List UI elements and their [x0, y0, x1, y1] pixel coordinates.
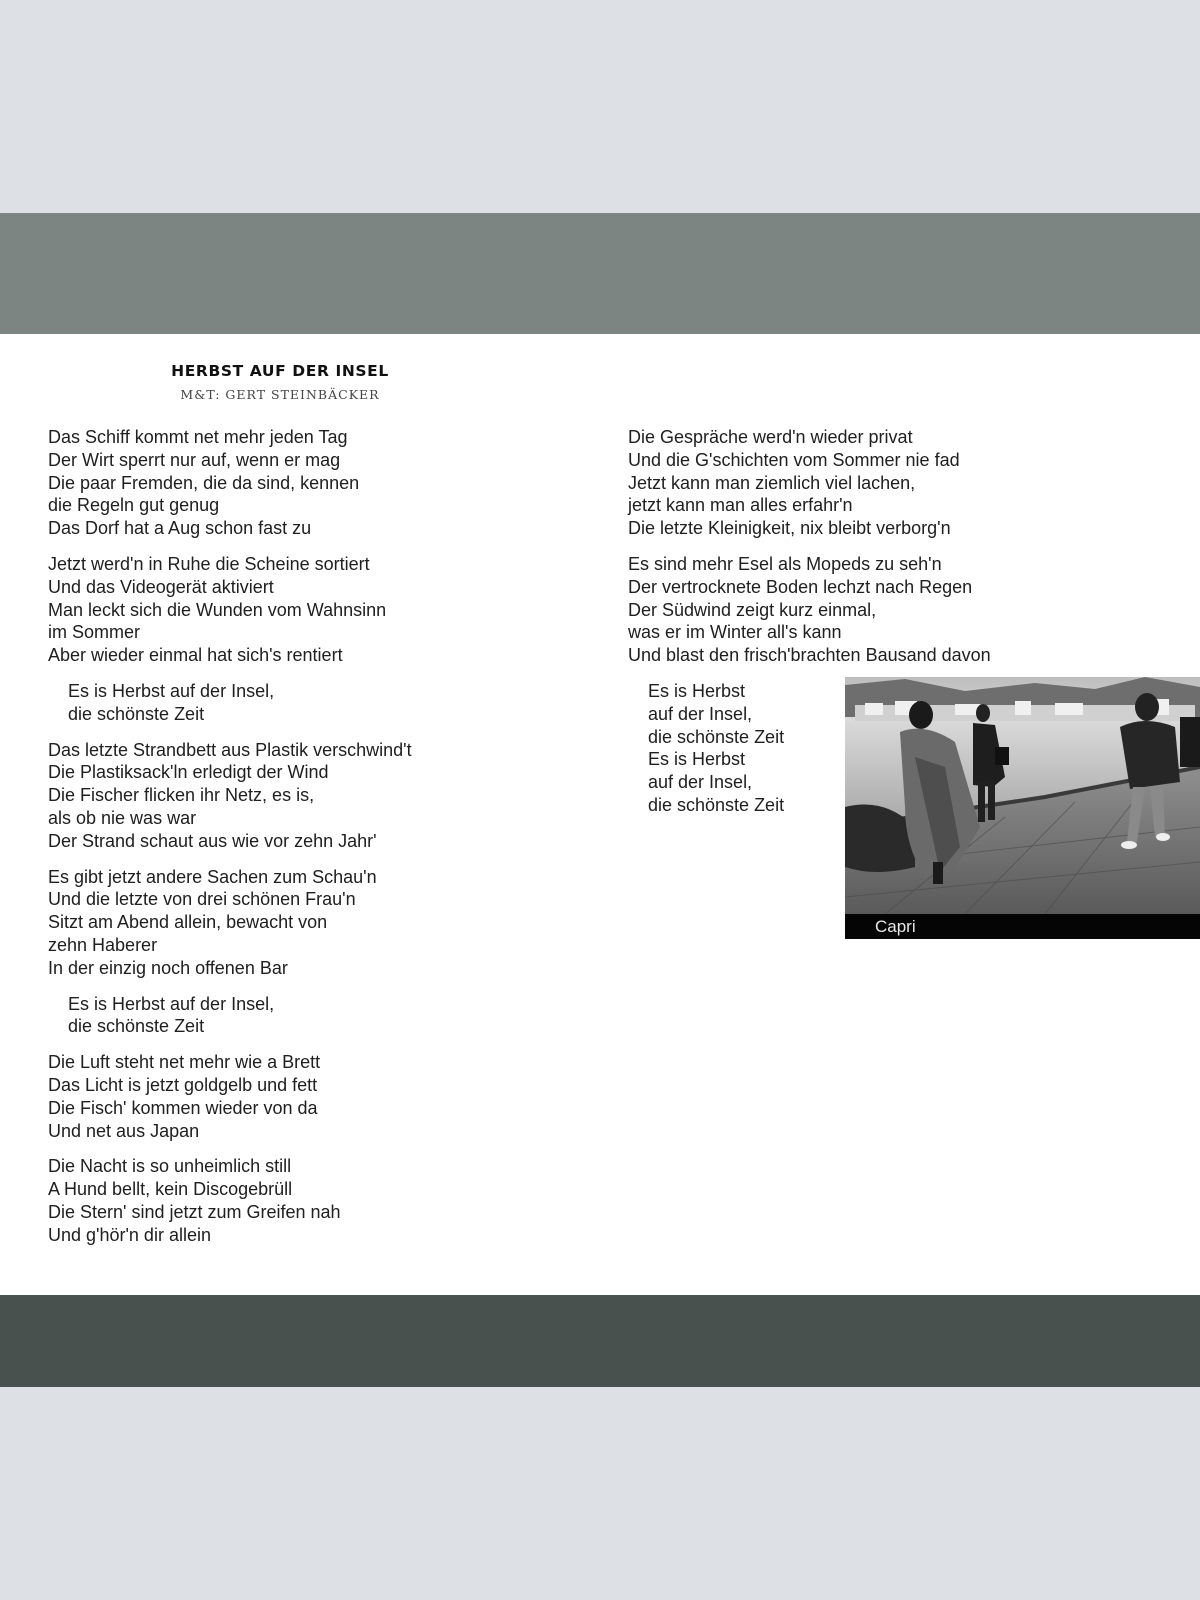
lyric-line: Der Strand schaut aus wie vor zehn Jahr' [48, 830, 377, 851]
lyric-line: Die Fisch' kommen wieder von da [48, 1097, 318, 1118]
bottom-dark-band [0, 1295, 1200, 1387]
lyric-line: Die Gespräche werd'n wieder privat [628, 427, 913, 447]
harbor-photo-image [845, 677, 1200, 914]
lyric-line: Es is Herbst auf der Insel, [68, 680, 275, 701]
lyric-line: In der einzig noch offenen Bar [48, 957, 288, 978]
lyric-line: Der Südwind zeigt kurz einmal, [628, 599, 877, 620]
final-refrain [648, 680, 784, 817]
lyric-line: Und die G'schichten vom Sommer nie fad [628, 449, 960, 470]
song-credit: M&T: GERT STEINBÄCKER [180, 387, 380, 402]
lyric-line: Es is Herbst auf der Insel, [68, 993, 275, 1014]
lyric-line: Die Luft steht net mehr wie a Brett [48, 1052, 321, 1073]
lyric-line: Sitzt am Abend allein, bewacht von [48, 912, 328, 933]
lyric-line: die schönste Zeit [648, 726, 785, 747]
lyric-line: die Regeln gut genug [48, 495, 220, 516]
lyric-line: Es gibt jetzt andere Sachen zum Schau'n [48, 866, 377, 887]
verse-7 [628, 426, 1188, 540]
lyric-line: Das Schiff kommt net mehr jeden Tag [48, 427, 348, 447]
lyric-line: Es is Herbst [648, 681, 746, 701]
lyric-line: Aber wieder einmal hat sich's rentiert [48, 645, 343, 666]
lyric-line: auf der Insel, [648, 703, 753, 724]
lyric-line: als ob nie was war [48, 807, 197, 828]
verse-4 [48, 866, 568, 980]
lyric-line: Und net aus Japan [48, 1120, 200, 1141]
verse-2 [48, 553, 568, 667]
lyric-line: Es sind mehr Esel als Mopeds zu seh'n [628, 553, 942, 574]
lyric-line: Und g'hör'n dir allein [48, 1224, 211, 1245]
lyric-line: Die letzte Kleinigkeit, nix bleibt verborg'n [628, 518, 951, 539]
lyric-line: die schönste Zeit [68, 703, 205, 724]
lyric-line: jetzt kann man alles erfahr'n [628, 495, 853, 516]
lyric-line: Die paar Fremden, die da sind, kennen [48, 472, 360, 493]
lyric-line: Der Wirt sperrt nur auf, wenn er mag [48, 449, 341, 470]
refrain-1 [48, 680, 568, 726]
verse-3 [48, 739, 568, 853]
verse-8 [628, 553, 1188, 667]
verse-1 [48, 426, 568, 540]
lyrics-right-column [628, 426, 1188, 680]
refrain-2 [48, 993, 568, 1039]
lyric-line: A Hund bellt, kein Discogebrüll [48, 1179, 293, 1200]
lyrics-left-column [48, 426, 568, 1260]
lyric-line: Das Licht is jetzt goldgelb und fett [48, 1074, 318, 1095]
lyric-line: Die Fischer flicken ihr Netz, es is, [48, 785, 315, 806]
song-title: HERBST AUF DER INSEL [171, 362, 389, 380]
lyric-line: Und das Videogerät aktiviert [48, 576, 274, 597]
lyric-line: Jetzt werd'n in Ruhe die Scheine sortiert [48, 553, 370, 574]
top-gray-band [0, 213, 1200, 334]
lyric-line: Und blast den frisch'brachten Bausand davon [628, 645, 991, 666]
lyric-line: Das Dorf hat a Aug schon fast zu [48, 518, 312, 539]
lyric-line: Die Stern' sind jetzt zum Greifen nah [48, 1201, 341, 1222]
lyric-line: die schönste Zeit [68, 1016, 205, 1037]
lyric-line: Die Plastiksack'ln erledigt der Wind [48, 762, 329, 783]
verse-5 [48, 1051, 568, 1142]
lyric-line: Die Nacht is so unheimlich still [48, 1156, 292, 1177]
lyric-line: die schönste Zeit [648, 794, 785, 815]
lyric-line: Man leckt sich die Wunden vom Wahnsinn [48, 599, 387, 620]
booklet-page [0, 213, 1200, 1387]
lyric-line: Der vertrocknete Boden lechzt nach Regen [628, 576, 973, 597]
photo-caption: Capri [845, 914, 1200, 939]
song-header [130, 361, 430, 403]
lyric-line: im Sommer [48, 622, 141, 643]
lyric-line: Das letzte Strandbett aus Plastik verschwind't [48, 739, 412, 760]
lyric-line: was er im Winter all's kann [628, 622, 842, 643]
capri-photo [845, 677, 1200, 936]
lyric-line: Es is Herbst [648, 749, 746, 770]
lyric-line: Und die letzte von drei schönen Frau'n [48, 889, 356, 910]
lyric-line: auf der Insel, [648, 772, 753, 793]
lyric-line: zehn Haberer [48, 934, 158, 955]
lyric-line: Jetzt kann man ziemlich viel lachen, [628, 472, 916, 493]
verse-6 [48, 1155, 568, 1246]
